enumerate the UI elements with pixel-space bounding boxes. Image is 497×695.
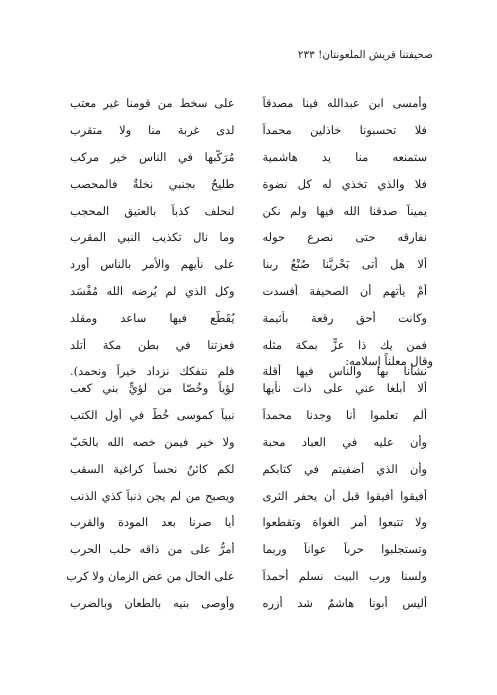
- verse-first-hemistich: وتستجلبوا حرباً عواناً وربما: [262, 542, 427, 557]
- verse-row: [64, 278, 433, 305]
- verse-row: [64, 482, 433, 509]
- verse-first-hemistich: نشأنا بها والناس فيها أقلة: [262, 364, 427, 379]
- verse-row: [64, 170, 433, 197]
- verse-first-hemistich: وأمسى ابن عبدالله فينا مصدقاً: [262, 96, 427, 111]
- verse-row: [64, 117, 433, 144]
- verse-second-hemistich: أمرُّ على من ذاقه حلب الحرب: [70, 542, 235, 557]
- verse-first-hemistich: ألم تعلموا أنا وجدنا محمداً: [262, 408, 427, 423]
- verse-first-hemistich: ألا أبلغا عني على ذات نأيها: [262, 381, 427, 396]
- verse-second-hemistich: مُرَكَّبها في الناس خير مركب: [70, 149, 235, 164]
- verse-first-hemistich: ألا هل أتى بَحْرِيَّنا صُنْعُ ربنا: [262, 257, 427, 272]
- verse-row: [64, 455, 433, 482]
- verse-row: [64, 563, 433, 590]
- verse-row: [64, 224, 433, 251]
- verse-first-hemistich: أليس أبونا هاشمٌ شد أزره: [262, 595, 427, 610]
- verse-first-hemistich: فلا تحسبونا خاذلين محمداً: [262, 123, 427, 138]
- verse-row: [64, 536, 433, 563]
- verse-first-hemistich: وأن عليه في العباد محبة: [262, 434, 427, 449]
- verse-first-hemistich: ولسنا ورب البيت نسلم أحمداً: [262, 568, 427, 583]
- verse-row: [64, 90, 433, 117]
- poem-intro-line: وقال معلناً إسلامه:: [345, 354, 433, 368]
- verse-row: [64, 429, 433, 456]
- verse-first-hemistich: ولا تتبعوا أمر الغواة وتقطعوا: [262, 515, 427, 530]
- verse-second-hemistich: طليحٌ بجنبي نخلةٌ فالمحصب: [70, 176, 235, 191]
- verse-first-hemistich: وأن الذي أضفيتم في كتابكم: [262, 461, 427, 476]
- verse-second-hemistich: ولا خير فيمن خصه الله بالحَبّ: [70, 434, 235, 449]
- verse-second-hemistich: لؤياً وخُصّا من لؤيٍّ بني كعب: [70, 381, 235, 396]
- verse-first-hemistich: أَمْ يأتهم أن الصحيفة أفسدت: [262, 283, 427, 298]
- verse-second-hemistich: وأوصى بنيه بالطعان وبالضرب: [70, 595, 235, 610]
- verse-row: [64, 509, 433, 536]
- verse-row: [64, 402, 433, 429]
- verse-row: [64, 144, 433, 171]
- verse-second-hemistich: فلم ننفكك نزداد خيراً ونحمد).: [70, 364, 235, 379]
- verse-second-hemistich: على نأيهم والأمر بالناس أورد: [70, 257, 235, 272]
- verse-second-hemistich: وكل الذي لم يُرضه الله مُفْسَد: [70, 283, 235, 298]
- verse-row: [64, 375, 433, 402]
- verse-first-hemistich: وكانت أحق رقعة بأثيمة: [262, 310, 427, 325]
- verse-second-hemistich: على سخط من قومنا غير معتب: [70, 96, 235, 111]
- verse-second-hemistich: لدى غربة منا ولا متقرب: [70, 123, 235, 138]
- verse-second-hemistich: فعزتنا في بطن مكة أتلد: [70, 337, 235, 352]
- verse-first-hemistich: فمن يك ذا عزٍّ بمكة مثله: [262, 337, 427, 352]
- verse-first-hemistich: ستمنعه منا يد هاشمية: [262, 149, 427, 164]
- verse-second-hemistich: نبياً كموسى خُطَّ في أول الكتب: [70, 408, 235, 423]
- running-header: صحيفتنا قريش الملعونتان! ٢٣٣: [297, 49, 433, 61]
- verse-second-hemistich: يُقَطَّع فيها ساعد ومقلد: [70, 310, 235, 325]
- verse-row: [64, 197, 433, 224]
- verse-second-hemistich: على الحال من عض الزمان ولا كرب: [66, 568, 235, 583]
- verse-row: [64, 304, 433, 331]
- verse-second-hemistich: لكم كائنٌ نحساً كراغية السقب: [70, 461, 235, 476]
- verse-first-hemistich: نفارقه حتى نصرع حوله: [262, 230, 427, 245]
- verse-second-hemistich: لنحلف كذباً بالعتيق المحجب: [70, 203, 235, 218]
- poem-second: [64, 375, 433, 616]
- verse-second-hemistich: أيا صرنا بعد المودة والقرب: [70, 515, 235, 530]
- verse-second-hemistich: ويصبح من لم يجن ذنباً كذي الذنب: [70, 488, 235, 503]
- poem-first: [64, 90, 433, 385]
- verse-second-hemistich: وما نال تكذيب النبي المقرب: [70, 230, 235, 245]
- verse-first-hemistich: فلا والذي تخذي له كل نضوة: [262, 176, 427, 191]
- verse-first-hemistich: يميناً صدقنا الله فيها ولم نكن: [262, 203, 427, 218]
- verse-first-hemistich: أفيقوا أفيقوا قبل أن يحفر الثرى: [262, 488, 427, 503]
- verse-row: [64, 251, 433, 278]
- verse-row: [64, 589, 433, 616]
